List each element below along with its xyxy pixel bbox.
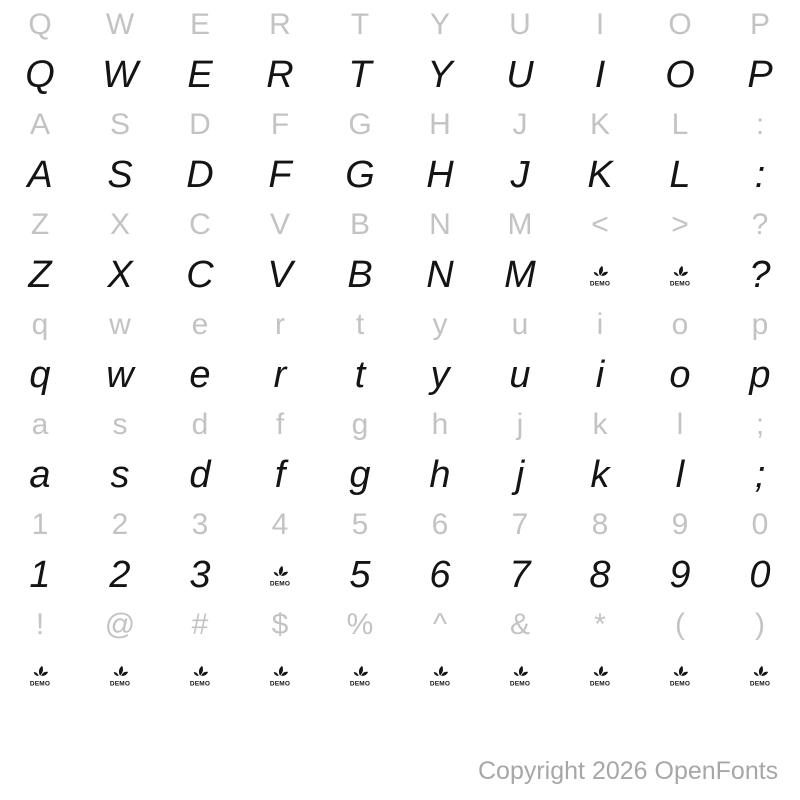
glyph-cell: a [31,408,49,441]
glyph-cell: V [267,254,293,296]
glyph-cell: Y [429,8,450,41]
glyph-row-1-reference [0,0,800,50]
glyph-cell: ; [754,454,766,496]
glyph-row-3-reference [0,100,800,150]
glyph-cell: A [27,154,53,196]
glyph-row-13-reference [0,600,800,650]
glyph-cell: 5 [351,508,369,541]
glyph-cell: X [109,208,130,241]
glyph-row-5-reference [0,200,800,250]
svg-text:DEMO: DEMO [109,680,131,687]
sprout-fleuron-icon [588,663,612,688]
glyph-cell: r [275,308,285,341]
glyph-cell: R [269,8,291,41]
sprout-fleuron-icon [588,263,612,288]
glyph-cell: Z [28,254,52,296]
glyph-cell: F [270,108,290,141]
svg-text:DEMO: DEMO [669,680,691,687]
glyph-cell: N [426,254,454,296]
glyph-cell: g [351,408,369,441]
glyph-cell: r [273,354,287,396]
glyph-cell: 7 [509,554,531,596]
glyph-cell: L [669,154,691,196]
glyph-cell: D [186,154,214,196]
glyph-cell: y [432,308,448,341]
glyph-cell: t [354,354,366,396]
svg-text:DEMO: DEMO [669,280,691,287]
glyph-cell: w [106,354,134,396]
glyph-cell: 9 [669,554,691,596]
glyph-cell: E [189,8,210,41]
glyph-cell: G [345,154,375,196]
sprout-fleuron-icon [668,663,692,688]
glyph-cell: q [29,354,51,396]
demo-placeholder-glyph [640,250,720,300]
glyph-cell: ) [755,608,765,641]
sprout-fleuron-icon [268,563,292,588]
glyph-cell: 7 [511,508,529,541]
glyph-cell: < [591,208,609,241]
glyph-cell: K [589,108,610,141]
glyph-row-8-demo [0,350,800,400]
sprout-fleuron-icon [428,663,452,688]
glyph-cell: S [107,154,133,196]
sprout-fleuron-icon [668,263,692,288]
glyph-cell: T [350,8,370,41]
glyph-cell: p [749,354,771,396]
glyph-row-12-demo [0,550,800,600]
sprout-fleuron-icon [748,663,772,688]
glyph-cell: h [429,454,451,496]
glyph-cell: M [507,208,533,241]
svg-text:DEMO: DEMO [429,680,451,687]
glyph-cell: d [191,408,209,441]
demo-placeholder-glyph [0,650,80,700]
glyph-row-10-demo [0,450,800,500]
glyph-cell: 6 [431,508,449,541]
glyph-cell: 2 [109,554,131,596]
glyph-cell: t [355,308,365,341]
demo-placeholder-glyph [560,650,640,700]
svg-text:DEMO: DEMO [189,680,211,687]
glyph-cell: C [189,208,211,241]
glyph-cell: 9 [671,508,689,541]
demo-placeholder-glyph [640,650,720,700]
glyph-cell: : [755,108,765,141]
glyph-cell: 5 [349,554,371,596]
glyph-row-9-reference [0,400,800,450]
svg-text:DEMO: DEMO [29,680,51,687]
glyph-cell: e [191,308,209,341]
glyph-cell: @ [104,608,136,641]
glyph-cell: * [594,608,606,641]
glyph-cell: E [187,54,213,96]
glyph-cell: I [595,8,605,41]
svg-text:DEMO: DEMO [589,280,611,287]
glyph-row-2-demo [0,50,800,100]
glyph-cell: Y [427,54,453,96]
glyph-cell: p [751,308,769,341]
glyph-cell: W [105,8,135,41]
svg-text:DEMO: DEMO [509,680,531,687]
glyph-row-14-demo [0,650,800,700]
demo-placeholder-glyph [80,650,160,700]
glyph-cell: F [268,154,292,196]
glyph-cell: $ [271,608,289,641]
demo-placeholder-glyph [240,650,320,700]
glyph-cell: M [504,254,536,296]
glyph-cell: ? [749,254,771,296]
svg-text:DEMO: DEMO [269,680,291,687]
sprout-fleuron-icon [108,663,132,688]
glyph-row-7-reference [0,300,800,350]
glyph-row-4-demo [0,150,800,200]
glyph-cell: N [429,208,451,241]
glyph-cell: U [509,8,531,41]
glyph-cell: 8 [589,554,611,596]
glyph-cell: s [112,408,128,441]
glyph-cell: 6 [429,554,451,596]
glyph-cell: H [429,108,451,141]
demo-placeholder-glyph [160,650,240,700]
svg-text:DEMO: DEMO [269,580,291,587]
demo-placeholder-glyph [480,650,560,700]
glyph-cell: I [594,54,606,96]
glyph-cell: i [595,354,605,396]
glyph-cell: i [596,308,604,341]
glyph-cell: : [754,154,766,196]
glyph-cell: f [274,454,286,496]
svg-text:DEMO: DEMO [749,680,771,687]
glyph-cell: y [430,354,450,396]
glyph-cell: P [749,8,770,41]
glyph-cell: 4 [271,508,289,541]
glyph-cell: o [671,308,689,341]
glyph-cell: ; [755,408,765,441]
glyph-cell: V [269,208,290,241]
glyph-cell: T [348,54,372,96]
glyph-cell: Z [30,208,50,241]
glyph-cell: l [676,408,684,441]
sprout-fleuron-icon [268,663,292,688]
svg-text:DEMO: DEMO [589,680,611,687]
glyph-cell: 3 [189,554,211,596]
glyph-cell: B [347,254,373,296]
copyright-text: Copyright 2026 OpenFonts [478,757,779,785]
glyph-cell: & [509,608,530,641]
glyph-cell: # [191,608,209,641]
glyph-cell: a [29,454,51,496]
glyph-row-11-reference [0,500,800,550]
glyph-cell: s [110,454,130,496]
glyph-cell: k [592,408,608,441]
glyph-cell: q [31,308,49,341]
glyph-cell: d [189,454,211,496]
glyph-cell: B [349,208,370,241]
glyph-cell: 0 [751,508,769,541]
glyph-cell: Q [28,8,52,41]
glyph-cell: g [349,454,371,496]
sprout-fleuron-icon [348,663,372,688]
glyph-cell: u [511,308,529,341]
glyph-cell: J [512,108,528,141]
glyph-cell: l [675,454,685,496]
glyph-cell: O [665,54,695,96]
glyph-cell: K [587,154,613,196]
demo-placeholder-glyph [240,550,320,600]
glyph-cell: 1 [31,508,49,541]
glyph-cell: D [189,108,211,141]
glyph-cell: 8 [591,508,609,541]
glyph-cell: 0 [749,554,771,596]
glyph-cell: ? [751,208,769,241]
glyph-cell: 3 [191,508,209,541]
glyph-cell: J [510,154,530,196]
glyph-cell: % [346,608,374,641]
sprout-fleuron-icon [188,663,212,688]
demo-placeholder-glyph [400,650,480,700]
glyph-cell: f [275,408,285,441]
glyph-cell: e [189,354,211,396]
glyph-cell: R [266,54,294,96]
glyph-cell: k [590,454,610,496]
glyph-cell: P [747,54,773,96]
glyph-cell: O [668,8,692,41]
glyph-cell: X [107,254,133,296]
glyph-cell: L [671,108,689,141]
glyph-cell: A [29,108,50,141]
glyph-cell: ! [35,608,45,641]
glyph-cell: 1 [29,554,51,596]
glyph-cell: ^ [432,608,448,641]
sprout-fleuron-icon [508,663,532,688]
glyph-row-6-demo [0,250,800,300]
glyph-cell: u [509,354,531,396]
glyph-cell: Q [25,54,55,96]
demo-placeholder-glyph [720,650,800,700]
glyph-cell: ( [675,608,685,641]
demo-placeholder-glyph [320,650,400,700]
glyph-cell: 2 [111,508,129,541]
glyph-cell: C [186,254,214,296]
glyph-cell: j [516,408,524,441]
glyph-cell: W [102,54,138,96]
glyph-cell: G [348,108,372,141]
glyph-cell: o [669,354,691,396]
sprout-fleuron-icon [28,663,52,688]
glyph-cell: > [671,208,689,241]
glyph-cell: U [506,54,534,96]
glyph-cell: w [109,308,131,341]
glyph-cell: h [431,408,449,441]
glyph-cell: j [515,454,525,496]
glyph-cell: S [109,108,130,141]
svg-text:DEMO: DEMO [349,680,371,687]
glyph-cell: H [426,154,454,196]
demo-placeholder-glyph [560,250,640,300]
